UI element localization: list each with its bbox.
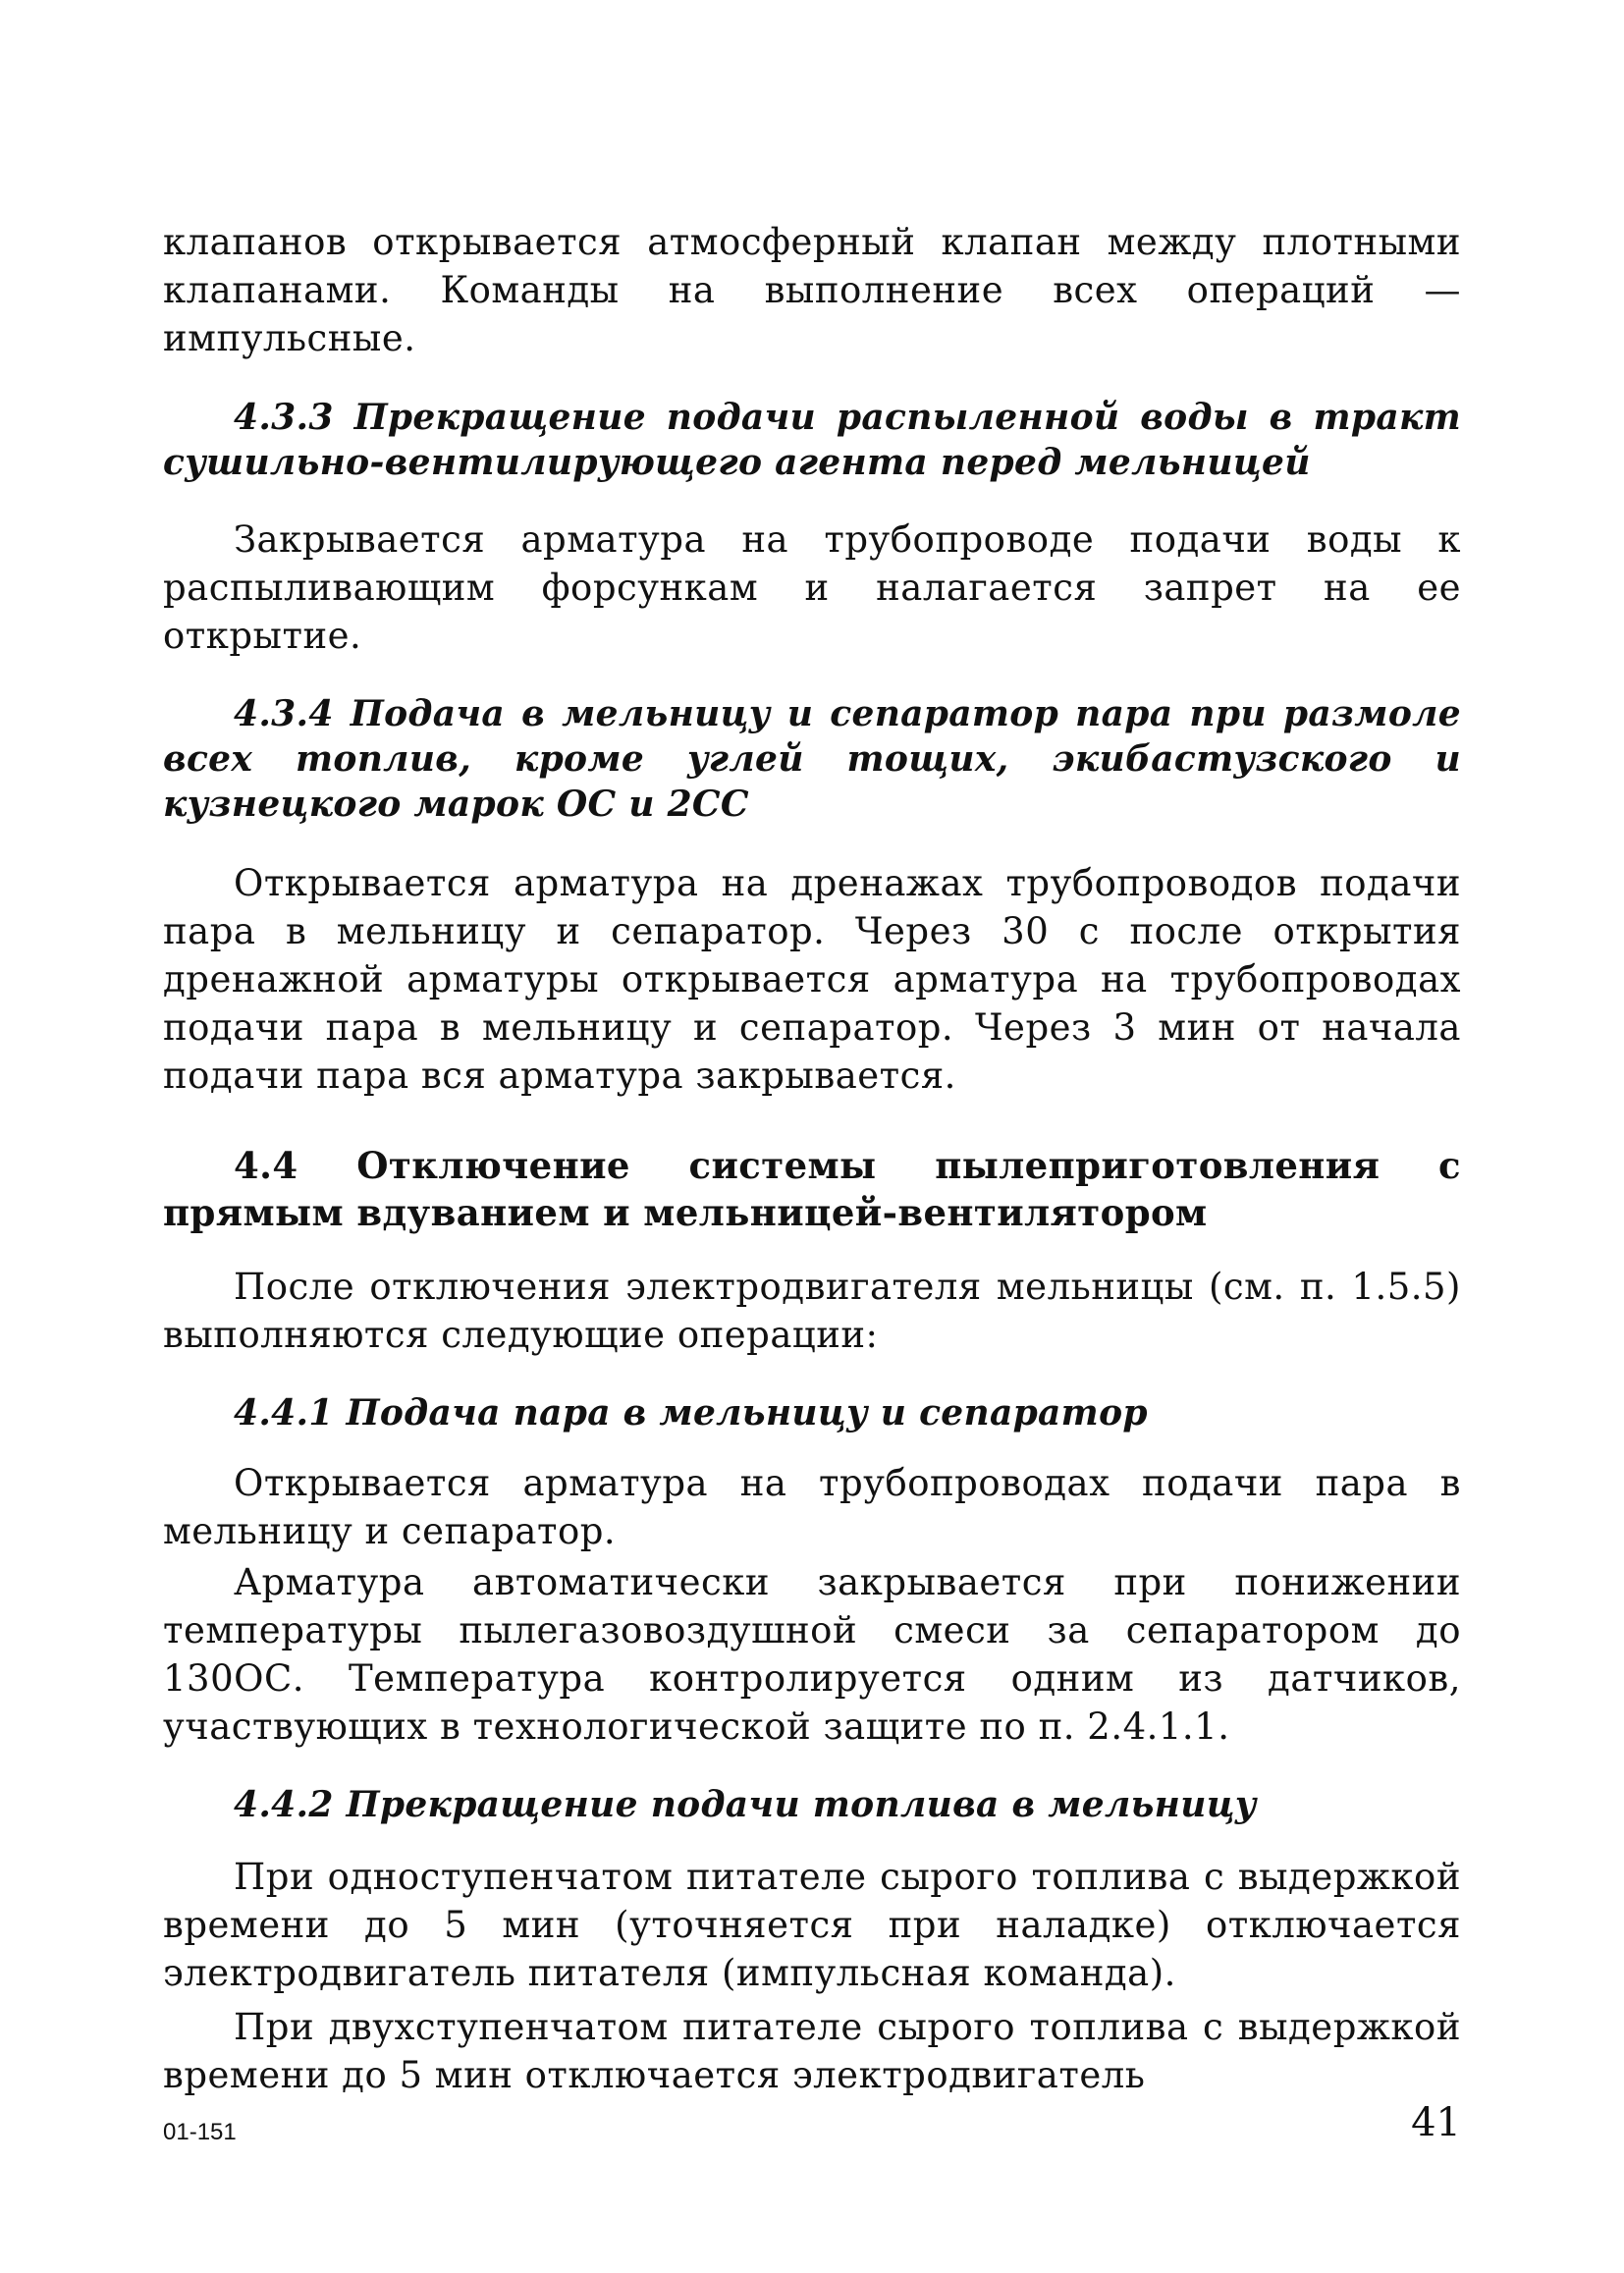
heading-4-3-3: 4.3.3 Прекращение подачи распыленной воды в тракт сушильно-вентилирующего агента перед мельницей [163, 397, 1461, 483]
paragraph-intro: клапанов открывается атмосферный клапан между плотными клапанами. Команды на выполнение всех операций — импульсные. [163, 221, 1461, 359]
paragraph-4-4-2-a: При одноступенчатом питателе сырого топлива с выдержкой времени до 5 мин (уточняется при наладке) отключается электродвигатель питателя (импульсная команда). [163, 1856, 1461, 1994]
heading-4-4: 4.4 Отключение системы пылеприготовления с прямым вдуванием и мельницей-вентилятором [163, 1144, 1461, 1234]
page-number: 41 [1411, 2100, 1461, 2145]
heading-4-4-2: 4.4.2 Прекращение подачи топлива в мельницу [234, 1784, 1257, 1825]
paragraph-4-4: После отключения электродвигателя мельницы (см. п. 1.5.5) выполняются следующие операции: [163, 1266, 1461, 1356]
paragraph-4-4-1-a: Открывается арматура на трубопроводах подачи пара в мельницу и сепаратор. [163, 1462, 1461, 1552]
heading-4-4-1: 4.4.1 Подача пара в мельницу и сепаратор [234, 1392, 1148, 1434]
heading-4-3-4: 4.3.4 Подача в мельницу и сепаратор пара при размоле всех топлив, кроме углей тощих, экибастузского и кузнецкого марок ОС и 2СС [163, 693, 1461, 825]
paragraph-4-3-4: Открывается арматура на дренажах трубопроводов подачи пара в мельницу и сепаратор. Через 30 с после открытия дренажной арматуры открывается арматура на трубопроводах подачи пара в мельницу и сепаратор. Через 3 мин от начала подачи пара вся арматура закрывается. [163, 862, 1461, 1097]
paragraph-4-3-3: Закрывается арматура на трубопроводе подачи воды к распыливающим форсункам и налагается запрет на ее открытие. [163, 518, 1461, 657]
paragraph-4-4-1-b: Арматура автоматически закрывается при понижении температуры пылегазовоздушной смеси за сепаратором до 130ОС. Температура контролируется одним из датчиков, участвующих в технологической защите по п. 2.4.1.1. [163, 1561, 1461, 1748]
document-code: 01-151 [163, 2119, 237, 2145]
paragraph-4-4-2-b: При двухступенчатом питателе сырого топлива с выдержкой времени до 5 мин отключается электродвигатель [163, 2006, 1461, 2096]
